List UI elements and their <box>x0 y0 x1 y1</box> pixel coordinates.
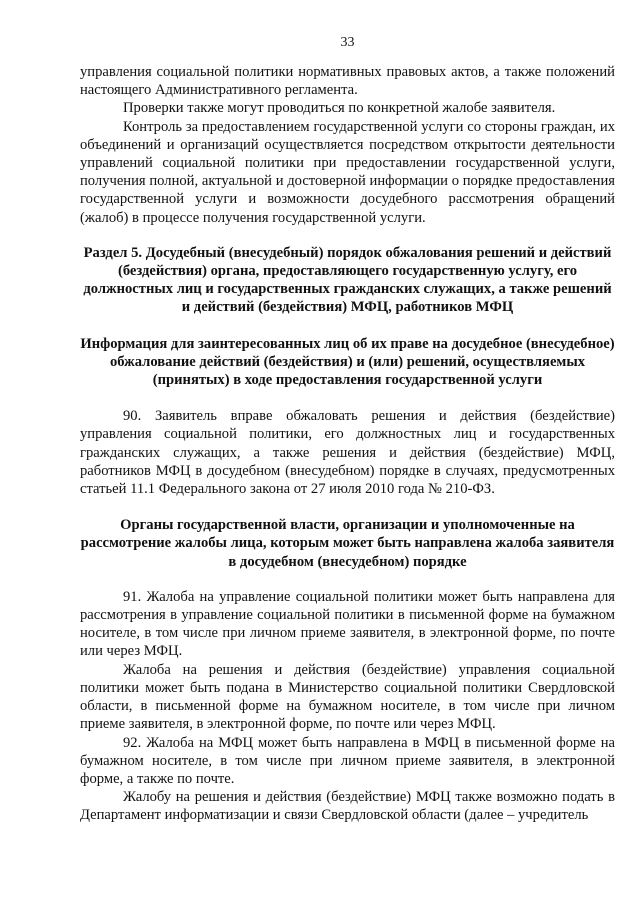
paragraph-continuation: управления социальной политики нормативных правовых актов, а также положений настоящего Административного регламента. <box>80 64 615 99</box>
paragraph-92: 92. Жалоба на МФЦ может быть направлена в МФЦ в письменной форме на бумажном носителе, в том числе при личном приеме заявителя, в электронной форме, а также по почте. <box>80 734 615 787</box>
spacer <box>80 317 615 335</box>
info-heading: Информация для заинтересованных лиц об их праве на досудебное (внесудебное) обжалование действий (бездействия) и (или) решений, осуществляемых (принятых) в ходе предоставления государственной услуги <box>80 335 615 389</box>
document-page <box>80 34 615 825</box>
spacer <box>80 389 615 407</box>
organs-heading: Органы государственной власти, организации и уполномоченные на рассмотрение жалобы лица, которым может быть направлена жалоба заявителя в досудебном (внесудебном) порядке <box>80 517 615 570</box>
spacer <box>80 498 615 516</box>
paragraph-complaint-department: Жалобу на решения и действия (бездействие) МФЦ также возможно подать в Департамент информатизации и связи Свердловской области (далее – учредитель <box>80 789 615 824</box>
paragraph-control: Контроль за предоставлением государственной услуги со стороны граждан, их объединений и организаций осуществляется посредством открытости деятельности управлений социальной политики при предоставлении государственной услуги, получения полной, актуальной и достоверной информации о порядке предоставления государственной услуги и возможности досудебного рассмотрения обращений (жалоб) в процессе получения государственной услуги. <box>80 118 615 226</box>
page-number: 33 <box>340 35 355 50</box>
paragraph-91: 91. Жалоба на управление социальной политики может быть направлена для рассмотрения в управление социальной политики в письменной форме на бумажном носителе, в том числе при личном приеме заявителя, в электронной форме, по почте или через МФЦ. <box>80 588 615 660</box>
section-5-heading: Раздел 5. Досудебный (внесудебный) порядок обжалования решений и действий (бездействия) органа, предоставляющего государственную услугу, его должностных лиц и государственных гражданских служащих, а также решений и действий (бездействия) МФЦ, работников МФЦ <box>83 244 612 316</box>
paragraph-inspections: Проверки также могут проводиться по конкретной жалобе заявителя. <box>123 100 556 117</box>
paragraph-complaint-ministry: Жалоба на решения и действия (бездействие) управления социальной политики может быть подана в Министерство социальной политики Свердловской области, в письменной форме на бумажном носителе, в том числе при личном приеме заявителя, в электронной форме, по почте или через МФЦ. <box>80 661 615 733</box>
spacer <box>80 571 615 588</box>
spacer <box>80 227 615 244</box>
paragraph-90: 90. Заявитель вправе обжаловать решения и действия (бездействие) управления социальной политики, его должностных лиц и государственных гражданских служащих, а также решения и действия (бездействие) МФЦ, работников МФЦ в досудебном (внесудебном) порядке в случаях, предусмотренных статьей 11.1 Федерального закона от 27 июля 2010 года № 210-ФЗ. <box>80 408 615 498</box>
